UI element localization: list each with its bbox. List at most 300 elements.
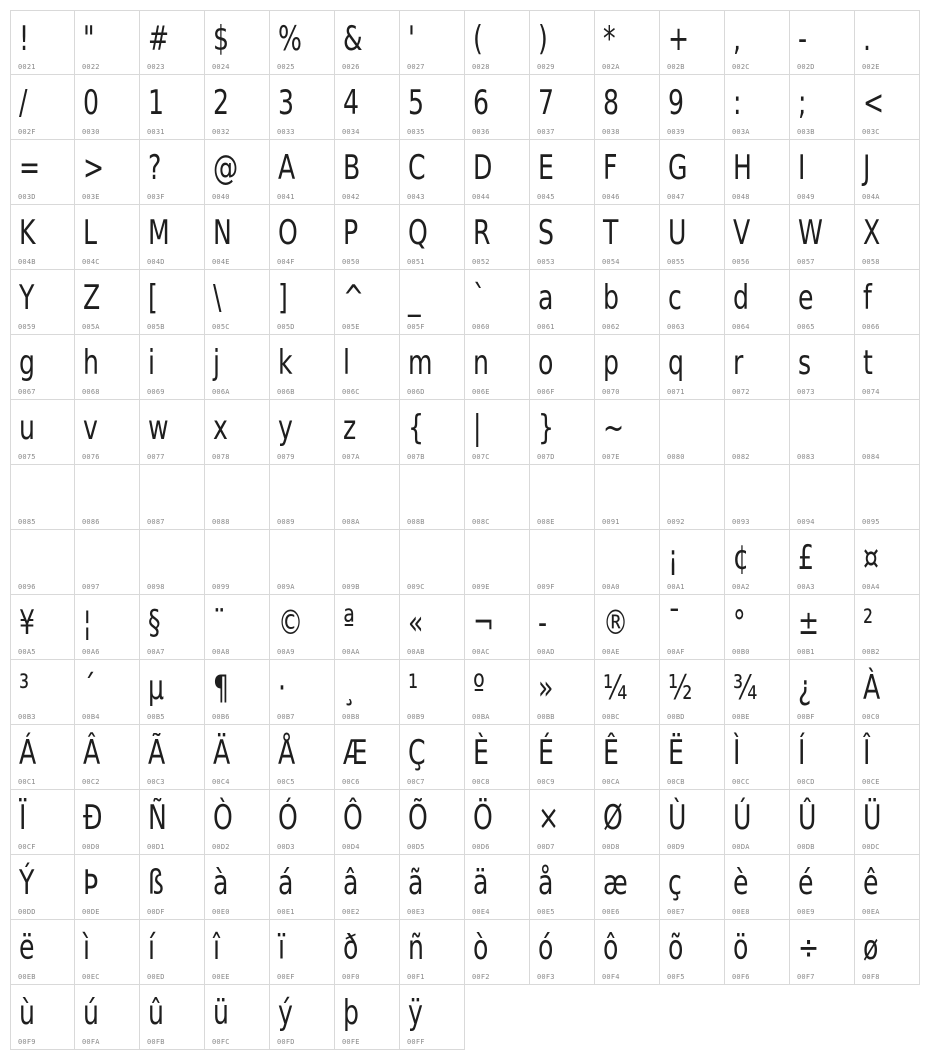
glyph-codepoint: 0094 bbox=[797, 518, 815, 526]
glyph-cell bbox=[270, 985, 335, 1050]
glyph-codepoint: 00A5 bbox=[18, 648, 36, 656]
glyph-cell bbox=[465, 335, 530, 400]
glyph-cell bbox=[400, 10, 465, 75]
glyph-codepoint: 00EF bbox=[277, 973, 295, 981]
glyph-codepoint: 0024 bbox=[212, 63, 230, 71]
glyph-cell bbox=[790, 10, 855, 75]
glyph-codepoint: 00BC bbox=[602, 713, 620, 721]
glyph-character: H bbox=[733, 148, 752, 188]
glyph-cell bbox=[855, 140, 920, 205]
glyph-cell bbox=[140, 335, 205, 400]
glyph-codepoint: 0060 bbox=[472, 323, 490, 331]
glyph-codepoint: 004C bbox=[82, 258, 100, 266]
glyph-cell bbox=[660, 855, 725, 920]
glyph-character: Ñ bbox=[148, 798, 167, 838]
glyph-character: Ö bbox=[473, 798, 493, 838]
glyph-character: º bbox=[473, 668, 485, 708]
glyph-codepoint: 00D9 bbox=[667, 843, 685, 851]
glyph-character: ß bbox=[148, 863, 164, 903]
glyph-cell bbox=[725, 75, 790, 140]
glyph-codepoint: 008C bbox=[472, 518, 490, 526]
glyph-codepoint: 00F0 bbox=[342, 973, 360, 981]
glyph-character: N bbox=[213, 213, 232, 253]
glyph-cell bbox=[205, 75, 270, 140]
glyph-codepoint: 00AF bbox=[667, 648, 685, 656]
glyph-codepoint: 00AD bbox=[537, 648, 555, 656]
glyph-codepoint: 00B7 bbox=[277, 713, 295, 721]
glyph-codepoint: 00F3 bbox=[537, 973, 555, 981]
glyph-character: O bbox=[278, 213, 298, 253]
glyph-character: ( bbox=[473, 19, 483, 59]
glyph-character: ê bbox=[863, 863, 879, 903]
glyph-character: . bbox=[863, 19, 872, 59]
glyph-codepoint: 00C0 bbox=[862, 713, 880, 721]
glyph-codepoint: 004D bbox=[147, 258, 165, 266]
glyph-codepoint: 00DF bbox=[147, 908, 165, 916]
glyph-character: á bbox=[278, 863, 294, 903]
glyph-cell bbox=[790, 530, 855, 595]
glyph-codepoint: 0061 bbox=[537, 323, 555, 331]
glyph-codepoint: 0069 bbox=[147, 388, 165, 396]
glyph-codepoint: 00AE bbox=[602, 648, 620, 656]
glyph-character: 9 bbox=[668, 83, 685, 123]
glyph-codepoint: 00E8 bbox=[732, 908, 750, 916]
glyph-cell bbox=[660, 400, 725, 465]
glyph-codepoint: 00AB bbox=[407, 648, 425, 656]
glyph-cell bbox=[10, 725, 75, 790]
glyph-cell bbox=[10, 920, 75, 985]
glyph-cell bbox=[660, 140, 725, 205]
glyph-character: : bbox=[733, 83, 742, 123]
glyph-character: j bbox=[213, 343, 220, 383]
glyph-cell bbox=[790, 400, 855, 465]
glyph-codepoint: 00EB bbox=[18, 973, 36, 981]
glyph-character: ¸ bbox=[343, 668, 356, 708]
glyph-character: · bbox=[278, 668, 287, 708]
glyph-character: x bbox=[213, 408, 228, 448]
glyph-character: , bbox=[733, 19, 742, 59]
glyph-cell bbox=[855, 855, 920, 920]
glyph-character: ± bbox=[798, 603, 820, 643]
glyph-codepoint: 00FF bbox=[407, 1038, 425, 1046]
glyph-codepoint: 00C1 bbox=[18, 778, 36, 786]
glyph-codepoint: 0086 bbox=[82, 518, 100, 526]
glyph-codepoint: 0062 bbox=[602, 323, 620, 331]
glyph-cell bbox=[855, 205, 920, 270]
glyph-cell bbox=[530, 660, 595, 725]
glyph-cell bbox=[660, 920, 725, 985]
glyph-character: 5 bbox=[408, 83, 425, 123]
glyph-character: ¥ bbox=[19, 603, 36, 643]
glyph-character: " bbox=[83, 19, 95, 59]
glyph-character: p bbox=[603, 343, 619, 383]
glyph-cell bbox=[725, 205, 790, 270]
glyph-codepoint: 0073 bbox=[797, 388, 815, 396]
glyph-character: Z bbox=[83, 278, 101, 318]
glyph-codepoint: 00E3 bbox=[407, 908, 425, 916]
glyph-cell bbox=[10, 10, 75, 75]
glyph-cell bbox=[725, 595, 790, 660]
glyph-character: Å bbox=[278, 733, 296, 773]
glyph-codepoint: 00C8 bbox=[472, 778, 490, 786]
glyph-codepoint: 0075 bbox=[18, 453, 36, 461]
glyph-character: o bbox=[538, 343, 554, 383]
glyph-cell bbox=[855, 595, 920, 660]
glyph-character: ú bbox=[83, 993, 99, 1033]
glyph-cell bbox=[75, 790, 140, 855]
glyph-cell bbox=[400, 400, 465, 465]
glyph-cell bbox=[75, 595, 140, 660]
glyph-cell bbox=[660, 725, 725, 790]
glyph-character: ' bbox=[408, 19, 415, 59]
glyph-character: T bbox=[603, 213, 619, 253]
glyph-cell bbox=[205, 335, 270, 400]
glyph-codepoint: 00D1 bbox=[147, 843, 165, 851]
glyph-codepoint: 0078 bbox=[212, 453, 230, 461]
glyph-cell bbox=[595, 595, 660, 660]
glyph-character: 4 bbox=[343, 83, 360, 123]
glyph-cell bbox=[465, 595, 530, 660]
glyph-codepoint: 009F bbox=[537, 583, 555, 591]
glyph-cell bbox=[205, 400, 270, 465]
glyph-character: © bbox=[278, 603, 304, 643]
glyph-codepoint: 0031 bbox=[147, 128, 165, 136]
glyph-codepoint: 00E1 bbox=[277, 908, 295, 916]
glyph-codepoint: 0087 bbox=[147, 518, 165, 526]
glyph-cell bbox=[530, 725, 595, 790]
glyph-codepoint: 0056 bbox=[732, 258, 750, 266]
glyph-character: ö bbox=[733, 928, 749, 968]
glyph-cell bbox=[790, 75, 855, 140]
glyph-codepoint: 0088 bbox=[212, 518, 230, 526]
glyph-character: Ú bbox=[733, 798, 752, 838]
glyph-character: $ bbox=[213, 19, 230, 59]
glyph-codepoint: 007C bbox=[472, 453, 490, 461]
glyph-codepoint: 00FB bbox=[147, 1038, 165, 1046]
glyph-cell bbox=[75, 270, 140, 335]
glyph-character: ¤ bbox=[863, 538, 880, 578]
glyph-cell bbox=[725, 270, 790, 335]
glyph-character: { bbox=[408, 408, 425, 448]
glyph-codepoint: 00A7 bbox=[147, 648, 165, 656]
glyph-cell bbox=[725, 725, 790, 790]
glyph-character: ¾ bbox=[733, 668, 758, 708]
glyph-codepoint: 00D5 bbox=[407, 843, 425, 851]
glyph-cell bbox=[270, 595, 335, 660]
glyph-character: b bbox=[603, 278, 619, 318]
glyph-codepoint: 0043 bbox=[407, 193, 425, 201]
glyph-codepoint: 00B9 bbox=[407, 713, 425, 721]
glyph-character: s bbox=[798, 343, 812, 383]
glyph-codepoint: 009B bbox=[342, 583, 360, 591]
glyph-cell bbox=[855, 335, 920, 400]
glyph-character: ÷ bbox=[798, 928, 820, 968]
glyph-cell bbox=[335, 465, 400, 530]
glyph-character: ø bbox=[863, 928, 879, 968]
glyph-character: B bbox=[343, 148, 361, 188]
glyph-cell bbox=[335, 920, 400, 985]
glyph-cell bbox=[10, 660, 75, 725]
glyph-codepoint: 00E7 bbox=[667, 908, 685, 916]
glyph-codepoint: 004B bbox=[18, 258, 36, 266]
glyph-character: W bbox=[798, 213, 823, 253]
glyph-character: ð bbox=[343, 928, 359, 968]
glyph-codepoint: 0032 bbox=[212, 128, 230, 136]
glyph-codepoint: 009C bbox=[407, 583, 425, 591]
glyph-codepoint: 00B1 bbox=[797, 648, 815, 656]
glyph-cell bbox=[530, 530, 595, 595]
glyph-cell bbox=[530, 10, 595, 75]
glyph-codepoint: 0022 bbox=[82, 63, 100, 71]
glyph-character: ; bbox=[798, 83, 807, 123]
glyph-character: y bbox=[278, 408, 293, 448]
glyph-codepoint: 0027 bbox=[407, 63, 425, 71]
glyph-cell bbox=[790, 660, 855, 725]
glyph-character: k bbox=[278, 343, 293, 383]
glyph-character: ù bbox=[19, 993, 35, 1033]
glyph-codepoint: 00A4 bbox=[862, 583, 880, 591]
glyph-character: Q bbox=[408, 213, 428, 253]
glyph-character: / bbox=[19, 83, 28, 123]
glyph-codepoint: 005F bbox=[407, 323, 425, 331]
glyph-cell bbox=[205, 465, 270, 530]
glyph-character: G bbox=[668, 148, 688, 188]
glyph-cell bbox=[10, 985, 75, 1050]
glyph-cell bbox=[725, 855, 790, 920]
glyph-codepoint: 00F1 bbox=[407, 973, 425, 981]
glyph-codepoint: 0053 bbox=[537, 258, 555, 266]
glyph-cell bbox=[400, 855, 465, 920]
glyph-codepoint: 00A3 bbox=[797, 583, 815, 591]
glyph-codepoint: 00CD bbox=[797, 778, 815, 786]
glyph-cell bbox=[10, 855, 75, 920]
glyph-character: » bbox=[538, 668, 554, 708]
glyph-character: £ bbox=[798, 538, 815, 578]
glyph-codepoint: 0092 bbox=[667, 518, 685, 526]
glyph-codepoint: 0052 bbox=[472, 258, 490, 266]
glyph-character: D bbox=[473, 148, 493, 188]
glyph-codepoint: 00C3 bbox=[147, 778, 165, 786]
glyph-character: Ø bbox=[603, 798, 623, 838]
glyph-codepoint: 00F5 bbox=[667, 973, 685, 981]
glyph-cell bbox=[725, 10, 790, 75]
glyph-character: - bbox=[538, 603, 548, 643]
glyph-codepoint: 00A2 bbox=[732, 583, 750, 591]
glyph-cell bbox=[335, 725, 400, 790]
glyph-codepoint: 0029 bbox=[537, 63, 555, 71]
glyph-codepoint: 00CE bbox=[862, 778, 880, 786]
glyph-character: c bbox=[668, 278, 682, 318]
glyph-cell bbox=[790, 920, 855, 985]
glyph-cell bbox=[140, 205, 205, 270]
glyph-character: J bbox=[863, 148, 871, 188]
glyph-codepoint: 00DA bbox=[732, 843, 750, 851]
glyph-codepoint: 00F9 bbox=[18, 1038, 36, 1046]
glyph-cell bbox=[335, 205, 400, 270]
glyph-character: ý bbox=[278, 993, 293, 1033]
glyph-codepoint: 0038 bbox=[602, 128, 620, 136]
glyph-cell bbox=[595, 205, 660, 270]
glyph-cell bbox=[75, 725, 140, 790]
glyph-codepoint: 00F6 bbox=[732, 973, 750, 981]
glyph-cell bbox=[140, 10, 205, 75]
glyph-character: § bbox=[148, 603, 161, 643]
glyph-cell bbox=[205, 985, 270, 1050]
glyph-cell bbox=[660, 465, 725, 530]
glyph-cell bbox=[10, 400, 75, 465]
glyph-cell bbox=[725, 400, 790, 465]
glyph-cell bbox=[10, 75, 75, 140]
glyph-cell bbox=[205, 855, 270, 920]
glyph-cell bbox=[595, 335, 660, 400]
glyph-codepoint: 0046 bbox=[602, 193, 620, 201]
glyph-character: | bbox=[473, 408, 482, 448]
glyph-codepoint: 00FE bbox=[342, 1038, 360, 1046]
glyph-cell bbox=[465, 10, 530, 75]
glyph-cell bbox=[140, 920, 205, 985]
glyph-codepoint: 0084 bbox=[862, 453, 880, 461]
glyph-codepoint: 00C4 bbox=[212, 778, 230, 786]
glyph-codepoint: 0057 bbox=[797, 258, 815, 266]
glyph-cell bbox=[270, 270, 335, 335]
glyph-character: ¢ bbox=[733, 538, 750, 578]
glyph-character: l bbox=[343, 343, 350, 383]
glyph-character: \ bbox=[213, 278, 222, 318]
glyph-codepoint: 0021 bbox=[18, 63, 36, 71]
glyph-cell bbox=[595, 920, 660, 985]
glyph-codepoint: 00B2 bbox=[862, 648, 880, 656]
glyph-codepoint: 0070 bbox=[602, 388, 620, 396]
glyph-codepoint: 0054 bbox=[602, 258, 620, 266]
glyph-codepoint: 00E6 bbox=[602, 908, 620, 916]
glyph-codepoint: 006D bbox=[407, 388, 425, 396]
glyph-cell bbox=[465, 140, 530, 205]
glyph-cell bbox=[400, 790, 465, 855]
glyph-character: g bbox=[19, 343, 35, 383]
glyph-cell bbox=[140, 985, 205, 1050]
glyph-character: ï bbox=[278, 928, 285, 968]
glyph-codepoint: 002F bbox=[18, 128, 36, 136]
glyph-codepoint: 0033 bbox=[277, 128, 295, 136]
glyph-character: R bbox=[473, 213, 491, 253]
glyph-codepoint: 0064 bbox=[732, 323, 750, 331]
glyph-cell bbox=[205, 920, 270, 985]
glyph-cell bbox=[595, 725, 660, 790]
glyph-codepoint: 003D bbox=[18, 193, 36, 201]
glyph-character: ® bbox=[603, 603, 629, 643]
glyph-character: < bbox=[863, 83, 885, 123]
glyph-codepoint: 006B bbox=[277, 388, 295, 396]
glyph-character: d bbox=[733, 278, 749, 318]
glyph-cell bbox=[400, 530, 465, 595]
glyph-character: q bbox=[668, 343, 684, 383]
glyph-character: a bbox=[538, 278, 554, 318]
glyph-character: ä bbox=[473, 863, 489, 903]
glyph-character: L bbox=[83, 213, 98, 253]
glyph-codepoint: 00A8 bbox=[212, 648, 230, 656]
glyph-codepoint: 0066 bbox=[862, 323, 880, 331]
glyph-cell bbox=[595, 400, 660, 465]
glyph-codepoint: 00B5 bbox=[147, 713, 165, 721]
glyph-codepoint: 0099 bbox=[212, 583, 230, 591]
glyph-character: 0 bbox=[83, 83, 100, 123]
glyph-character: m bbox=[408, 343, 433, 383]
glyph-codepoint: 00CF bbox=[18, 843, 36, 851]
glyph-cell bbox=[335, 855, 400, 920]
glyph-codepoint: 0025 bbox=[277, 63, 295, 71]
glyph-character: - bbox=[798, 19, 808, 59]
glyph-codepoint: 0026 bbox=[342, 63, 360, 71]
glyph-cell bbox=[400, 270, 465, 335]
glyph-character: ÿ bbox=[408, 993, 423, 1033]
glyph-cell bbox=[530, 335, 595, 400]
glyph-cell bbox=[530, 75, 595, 140]
glyph-cell bbox=[790, 595, 855, 660]
glyph-character: ´ bbox=[83, 668, 96, 708]
glyph-character: È bbox=[473, 733, 489, 773]
glyph-cell bbox=[400, 75, 465, 140]
glyph-codepoint: 008B bbox=[407, 518, 425, 526]
glyph-cell bbox=[790, 205, 855, 270]
glyph-cell bbox=[855, 725, 920, 790]
glyph-codepoint: 007E bbox=[602, 453, 620, 461]
glyph-codepoint: 0036 bbox=[472, 128, 490, 136]
glyph-character: â bbox=[343, 863, 359, 903]
glyph-cell bbox=[595, 855, 660, 920]
glyph-codepoint: 00CC bbox=[732, 778, 750, 786]
glyph-character: ³ bbox=[19, 668, 30, 708]
glyph-character: E bbox=[538, 148, 554, 188]
glyph-cell bbox=[205, 530, 270, 595]
glyph-cell bbox=[75, 920, 140, 985]
glyph-codepoint: 0080 bbox=[667, 453, 685, 461]
glyph-cell bbox=[595, 530, 660, 595]
glyph-character: Â bbox=[83, 733, 101, 773]
glyph-cell bbox=[725, 790, 790, 855]
glyph-character: É bbox=[538, 733, 554, 773]
glyph-cell bbox=[270, 855, 335, 920]
glyph-cell bbox=[660, 595, 725, 660]
glyph-cell bbox=[10, 530, 75, 595]
glyph-character: Ë bbox=[668, 733, 684, 773]
glyph-codepoint: 00AA bbox=[342, 648, 360, 656]
glyph-character: v bbox=[83, 408, 98, 448]
glyph-cell bbox=[790, 790, 855, 855]
glyph-codepoint: 00D7 bbox=[537, 843, 555, 851]
glyph-codepoint: 00BE bbox=[732, 713, 750, 721]
glyph-codepoint: 0095 bbox=[862, 518, 880, 526]
glyph-character: ? bbox=[148, 148, 162, 188]
glyph-codepoint: 0091 bbox=[602, 518, 620, 526]
glyph-cell bbox=[335, 75, 400, 140]
glyph-cell bbox=[270, 920, 335, 985]
glyph-cell bbox=[140, 660, 205, 725]
glyph-cell bbox=[75, 75, 140, 140]
glyph-cell bbox=[660, 205, 725, 270]
glyph-cell bbox=[530, 400, 595, 465]
glyph-cell bbox=[855, 465, 920, 530]
glyph-codepoint: 00C5 bbox=[277, 778, 295, 786]
glyph-cell bbox=[335, 400, 400, 465]
glyph-cell bbox=[400, 985, 465, 1050]
glyph-cell bbox=[530, 140, 595, 205]
glyph-cell bbox=[465, 725, 530, 790]
glyph-cell bbox=[400, 335, 465, 400]
glyph-codepoint: 0042 bbox=[342, 193, 360, 201]
glyph-codepoint: 0041 bbox=[277, 193, 295, 201]
glyph-codepoint: 0030 bbox=[82, 128, 100, 136]
glyph-character: u bbox=[19, 408, 35, 448]
